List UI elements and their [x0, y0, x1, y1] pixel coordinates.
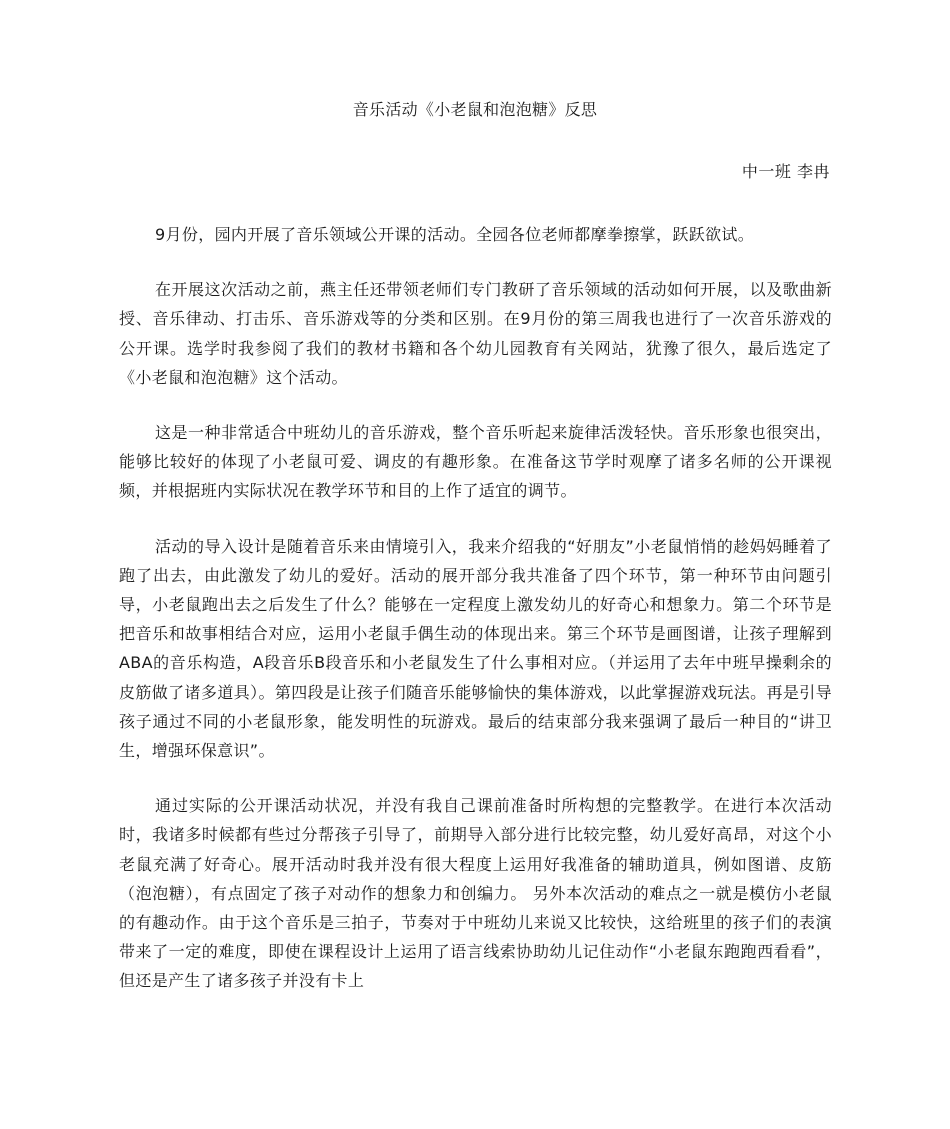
paragraph-1: 9月份，园内开展了音乐领域公开课的活动。全园各位老师都摩拳擦掌，跃跃欲试。 — [155, 225, 755, 244]
paragraph-4: 活动的导入设计是随着音乐来由情境引入，我来介绍我的“好朋友”小老鼠悄悄的趁妈妈睡着了跑了出去，由此激发了幼儿的爱好。活动的展开部分我共准备了四个环节，第一种环节由问题引导，小老鼠跑出去之后发生了什么？能够在一定程度上激发幼儿的好奇心和想象力。第二个环节是把音乐和故事相结合对应，运用小老鼠手偶生动的体现出来。第三个环节是画图谱，让孩子理解到ABA的音乐构造，A段音乐B段音乐和小老鼠发生了什么事相对应。（并运用了去年中班早操剩余的皮筋做了诸多道具）。第四段是让孩子们随音乐能够愉快的集体游戏，以此掌握游戏玩法。再是引导孩子通过不同的小老鼠形象，能发明性的玩游戏。最后的结束部分我来强调了最后一种目的“讲卫生，增强环保意识”。 — [119, 536, 832, 761]
document-author: 中一班 李冉 — [741, 162, 830, 181]
document-body — [119, 220, 832, 1022]
paragraph-5: 通过实际的公开课活动状况，并没有我自己课前准备时所构想的完整教学。在进行本次活动时，我诸多时候都有些过分帮孩子引导了，前期导入部分进行比较完整，幼儿爱好高昂，对这个小老鼠充满了好奇心。展开活动时我并没有很大程度上运用好我准备的辅助道具，例如图谱、皮筋（泡泡糖），有点固定了孩子对动作的想象力和创编力。 另外本次活动的难点之一就是模仿小老鼠的有趣动作。由于这个音乐是三拍子，节奏对于中班幼儿来说又比较快，这给班里的孩子们的表演带来了一定的难度，即使在课程设计上运用了语言线索协助幼儿记住动作“小老鼠东跑跑西看看”，但还是产生了诸多孩子并没有卡上 — [119, 796, 832, 991]
paragraph-3: 这是一种非常适合中班幼儿的音乐游戏，整个音乐听起来旋律活泼轻快。音乐形象也很突出，能够比较好的体现了小老鼠可爱、调皮的有趣形象。在准备这节学时观摩了诸多名师的公开课视频，并根据班内实际状况在教学环节和目的上作了适宜的调节。 — [119, 423, 832, 501]
document-title: 音乐活动《小老鼠和泡泡糖》反思 — [352, 100, 598, 119]
paragraph-2: 在开展这次活动之前，燕主任还带领老师们专门教研了音乐领域的活动如何开展，以及歌曲新授、音乐律动、打击乐、音乐游戏等的分类和区别。在9月份的第三周我也进行了一次音乐游戏的公开课。选学时我参阅了我们的教材书籍和各个幼儿园教育有关网站，犹豫了很久，最后选定了《小老鼠和泡泡糖》这个活动。 — [119, 280, 832, 387]
